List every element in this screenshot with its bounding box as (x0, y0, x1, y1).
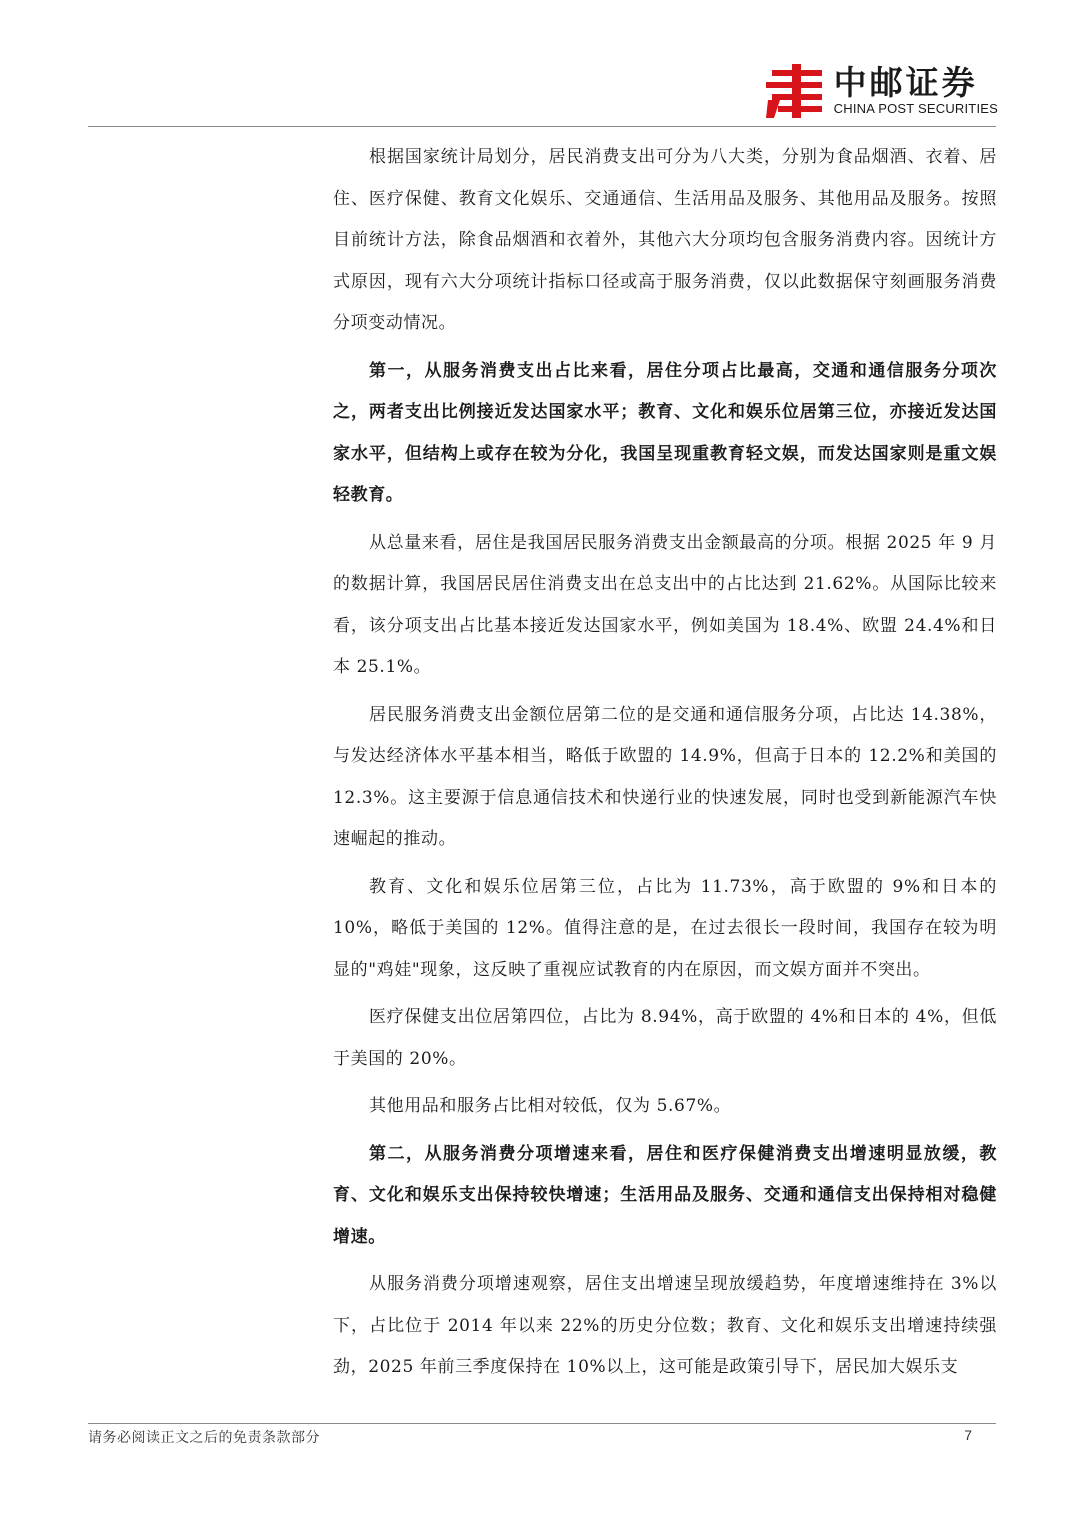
body-paragraph-3: 居民服务消费支出金额位居第二位的是交通和通信服务分项，占比达 14.38%，与发达经济体水平基本相当，略低于欧盟的 14.9%，但高于日本的 12.2%和美国的 12.3%。这主要源于信息通信技术和快递行业的快速发展，同时也受到新能源汽车快速崛起的推动。 (333, 704, 997, 849)
header-divider (88, 126, 996, 127)
page-header (0, 0, 1080, 130)
logo-english-name: CHINA POST SECURITIES (833, 101, 998, 116)
footer-divider (88, 1423, 996, 1424)
key-finding-paragraph-2: 第二，从服务消费分项增速来看，居住和医疗保健消费支出增速明显放缓，教育、文化和娱乐支出保持较快增速；生活用品及服务、交通和通信支出保持相对稳健增速。 (333, 1143, 997, 1247)
logo-text (834, 65, 998, 117)
page-number: 7 (964, 1427, 972, 1443)
body-paragraph-1: 根据国家统计局划分，居民消费支出可分为八大类，分别为食品烟酒、衣着、居住、医疗保健、教育文化娱乐、交通通信、生活用品及服务、其他用品及服务。按照目前统计方法，除食品烟酒和衣着外，其他六大分项均包含服务消费内容。因统计方式原因，现有六大分项统计指标口径或高于服务消费，仅以此数据保守刻画服务消费分项变动情况。 (333, 147, 997, 333)
report-body (333, 137, 997, 1395)
body-paragraph-5: 医疗保健支出位居第四位，占比为 8.94%，高于欧盟的 4%和日本的 4%，但低于美国的 20%。 (333, 1007, 997, 1069)
body-paragraph-2: 从总量来看，居住是我国居民服务消费支出金额最高的分项。根据 2025 年 9 月的数据计算，我国居民居住消费支出在总支出中的占比达到 21.62%。从国际比较来看，该分项支出占比基本接近发达国家水平，例如美国为 18.4%、欧盟 24.4%和日本 25.1%。 (333, 532, 997, 677)
body-paragraph-4: 教育、文化和娱乐位居第三位，占比为 11.73%，高于欧盟的 9%和日本的 10%，略低于美国的 12%。值得注意的是，在过去很长一段时间，我国存在较为明显的"鸡娃"现象，这反映了重视应试教育的内在原因，而文娱方面并不突出。 (333, 876, 997, 980)
china-post-logo-icon (766, 62, 828, 120)
company-logo (766, 62, 998, 120)
disclaimer-note: 请务必阅读正文之后的免责条款部分 (88, 1430, 320, 1446)
logo-chinese-name: 中邮证券 (833, 63, 978, 102)
body-paragraph-6: 其他用品和服务占比相对较低，仅为 5.67%。 (369, 1096, 732, 1116)
key-finding-paragraph-1: 第一，从服务消费支出占比来看，居住分项占比最高，交通和通信服务分项次之，两者支出比例接近发达国家水平；教育、文化和娱乐位居第三位，亦接近发达国家水平，但结构上或存在较为分化，我国呈现重教育轻文娱，而发达国家则是重文娱轻教育。 (333, 360, 997, 505)
body-paragraph-7: 从服务消费分项增速观察，居住支出增速呈现放缓趋势，年度增速维持在 3%以下，占比位于 2014 年以来 22%的历史分位数；教育、文化和娱乐支出增速持续强劲，2025 年前三季度保持在 10%以上，这可能是政策引导下，居民加大娱乐支 (333, 1274, 997, 1377)
